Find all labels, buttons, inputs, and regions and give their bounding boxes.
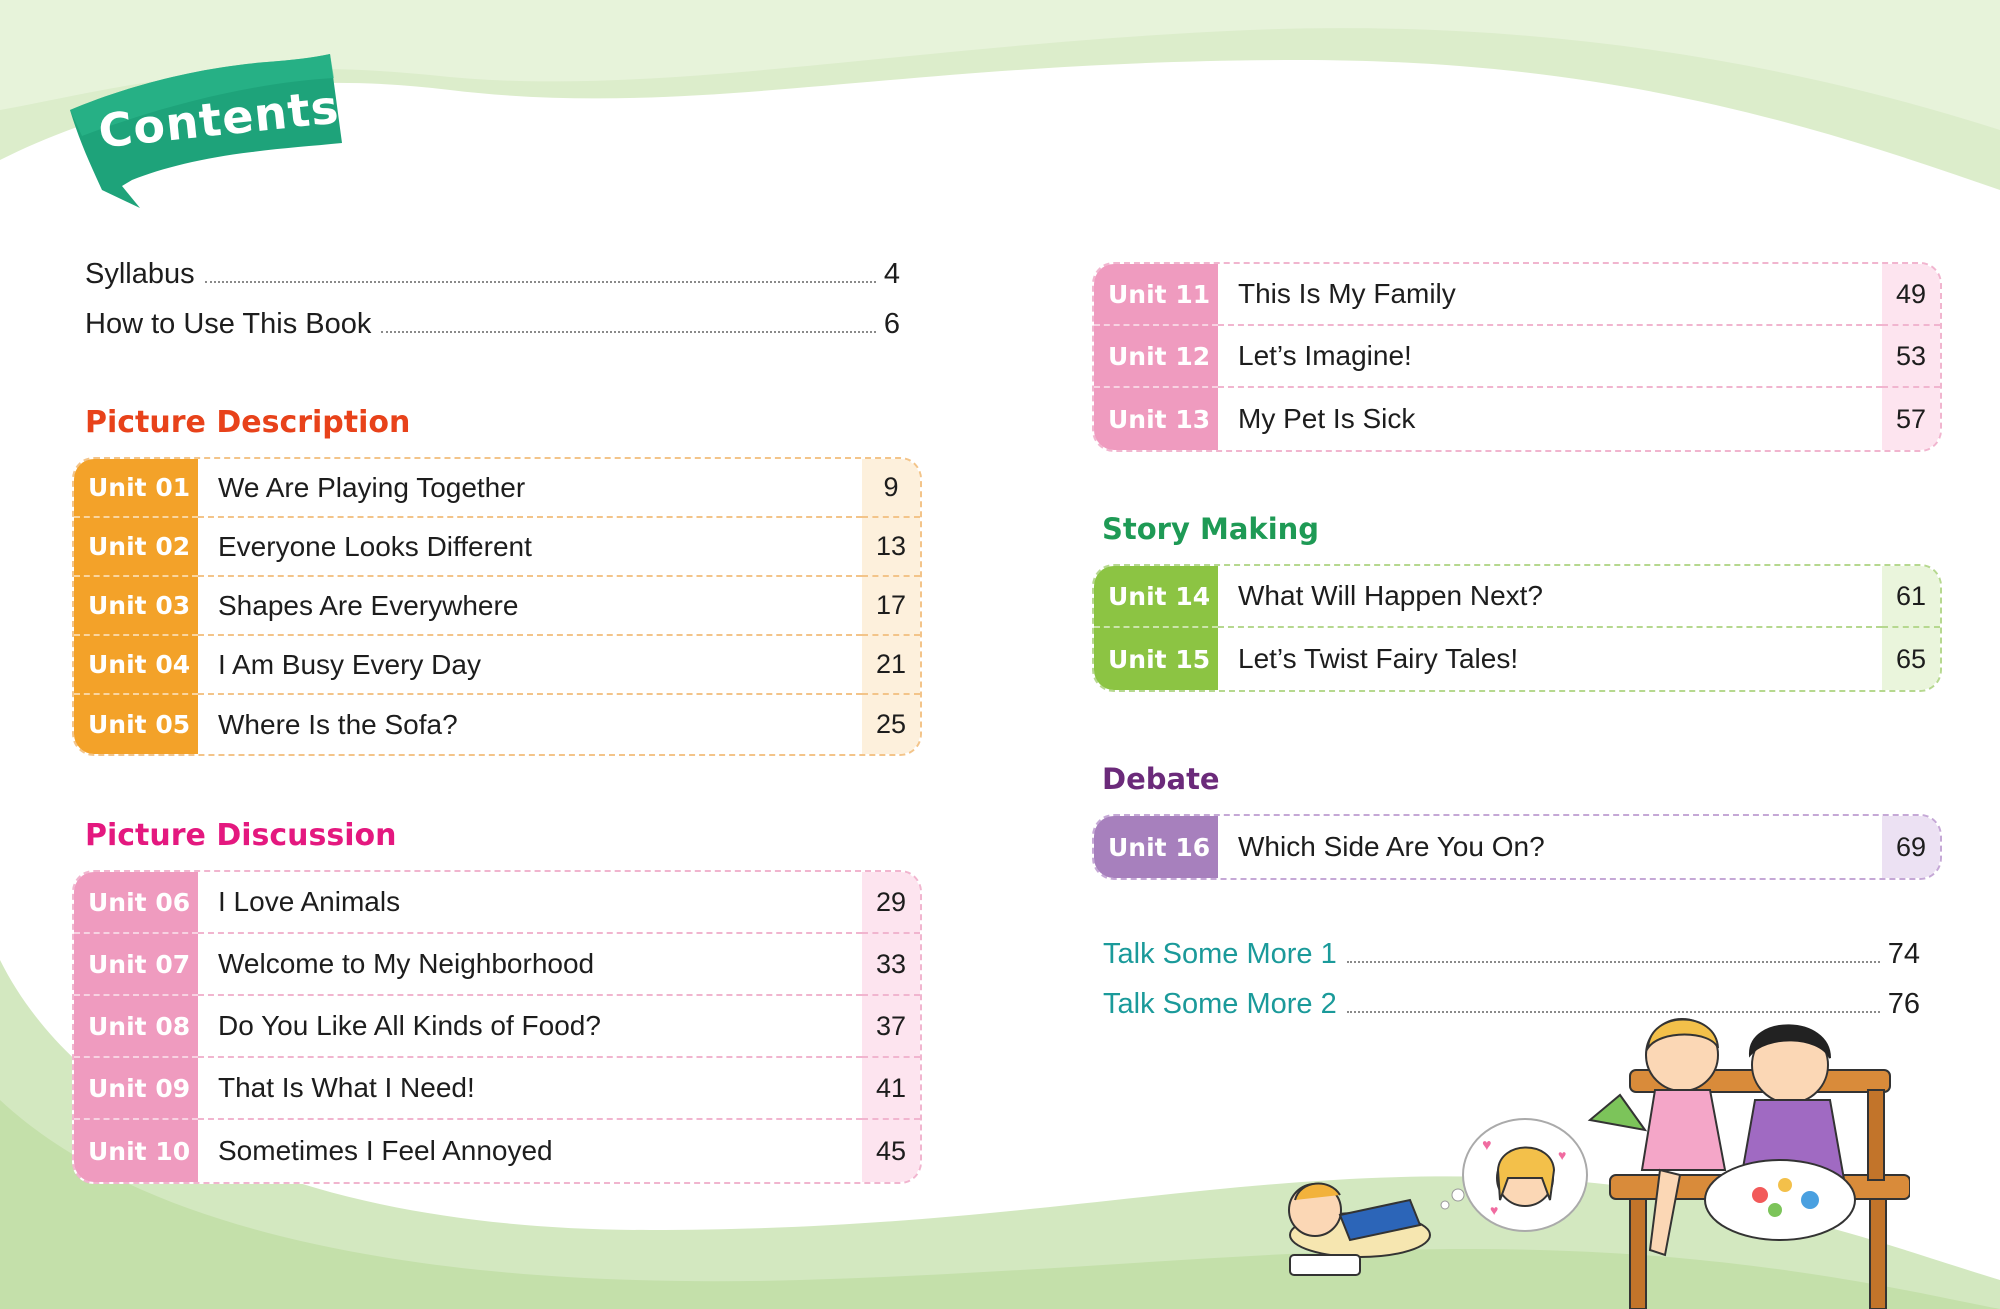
unit-title: Welcome to My Neighborhood: [198, 934, 862, 996]
unit-row[interactable]: [1094, 326, 1940, 388]
unit-title: I Love Animals: [198, 872, 862, 934]
unit-title: That Is What I Need!: [198, 1058, 862, 1120]
unit-row[interactable]: [1094, 628, 1940, 690]
section-title-debate: Debate: [1102, 762, 1220, 796]
children-illustration: [1270, 1000, 1910, 1309]
unit-title: We Are Playing Together: [198, 459, 862, 518]
unit-table-story-making: [1092, 564, 1942, 692]
dot-leader: [1347, 960, 1880, 963]
page-title: Contents: [95, 79, 342, 159]
unit-page: 41: [862, 1058, 920, 1120]
unit-title: Shapes Are Everywhere: [198, 577, 862, 636]
unit-row[interactable]: [1094, 816, 1940, 878]
section-title-story-making: Story Making: [1102, 512, 1320, 546]
unit-label: Unit 16: [1094, 816, 1218, 878]
unit-label: Unit 01: [74, 459, 198, 518]
unit-page: 37: [862, 996, 920, 1058]
unit-title: Everyone Looks Different: [198, 518, 862, 577]
unit-label: Unit 08: [74, 996, 198, 1058]
toc-page: 6: [883, 308, 900, 340]
unit-page: 61: [1882, 566, 1940, 628]
unit-table-debate: [1092, 814, 1942, 880]
unit-page: 17: [862, 577, 920, 636]
unit-label: Unit 12: [1094, 326, 1218, 388]
unit-page: 25: [862, 695, 920, 754]
unit-page: 13: [862, 518, 920, 577]
unit-title: Let’s Imagine!: [1218, 326, 1882, 388]
unit-row[interactable]: [74, 1120, 920, 1182]
unit-label: Unit 06: [74, 872, 198, 934]
dot-leader: [205, 280, 876, 283]
dot-leader: [381, 330, 875, 333]
unit-label: Unit 15: [1094, 628, 1218, 690]
unit-page: 49: [1882, 264, 1940, 326]
section-title-picture-discussion: Picture Discussion: [85, 818, 397, 853]
svg-text:♥: ♥: [1482, 1137, 1492, 1154]
unit-label: Unit 03: [74, 577, 198, 636]
unit-title: I Am Busy Every Day: [198, 636, 862, 695]
unit-row[interactable]: [1094, 388, 1940, 450]
toc-page: 76: [1887, 988, 1920, 1020]
dream-bubble-icon: [1463, 1119, 1587, 1231]
unit-row[interactable]: [74, 996, 920, 1058]
unit-table-picture-discussion-continued: [1092, 262, 1942, 452]
unit-title: What Will Happen Next?: [1218, 566, 1882, 628]
unit-title: My Pet Is Sick: [1238, 403, 1416, 434]
toc-page: 74: [1887, 938, 1920, 970]
unit-row[interactable]: [74, 459, 920, 518]
toc-line-syllabus[interactable]: [85, 258, 900, 291]
toc-line-how-to-use[interactable]: [85, 308, 900, 341]
unit-title: Where Is the Sofa?: [218, 708, 458, 740]
unit-page: 21: [862, 636, 920, 695]
unit-row[interactable]: [74, 518, 920, 577]
unit-row[interactable]: [1094, 566, 1940, 628]
unit-label: Unit 05: [74, 695, 198, 754]
girl-eating-icon: [1590, 1019, 1725, 1255]
unit-label: Unit 02: [74, 518, 198, 577]
unit-page: 65: [1882, 628, 1940, 690]
unit-label: Unit 09: [74, 1058, 198, 1120]
unit-label: Unit 14: [1094, 566, 1218, 628]
unit-label: Unit 07: [74, 934, 198, 996]
toc-label: Talk Some More 2: [1103, 988, 1337, 1020]
unit-row[interactable]: [74, 636, 920, 695]
toc-label: Syllabus: [85, 258, 195, 290]
unit-label: Unit 11: [1094, 264, 1218, 326]
unit-row[interactable]: [74, 872, 920, 934]
toc-label: Talk Some More 1: [1103, 938, 1337, 970]
toc-label: How to Use This Book: [85, 308, 372, 340]
unit-page: 9: [862, 459, 920, 518]
unit-row[interactable]: [74, 695, 920, 754]
unit-title: Which Side Are You On?: [1238, 831, 1545, 862]
unit-title: Let’s Twist Fairy Tales!: [1238, 643, 1519, 674]
toc-line-talk-some-more-1[interactable]: [1103, 938, 1920, 971]
unit-row[interactable]: [74, 934, 920, 996]
unit-page: 29: [862, 872, 920, 934]
unit-page: 69: [1882, 816, 1940, 878]
unit-title: Do You Like All Kinds of Food?: [198, 996, 862, 1058]
section-title-picture-description: Picture Description: [85, 405, 411, 440]
unit-page: 33: [862, 934, 920, 996]
unit-title: Sometimes I Feel Annoyed: [218, 1135, 553, 1166]
unit-label: Unit 10: [74, 1120, 198, 1182]
unit-page: 57: [1882, 388, 1940, 450]
unit-table-picture-discussion: [72, 870, 922, 1184]
unit-row[interactable]: [74, 577, 920, 636]
unit-label: Unit 13: [1094, 388, 1218, 450]
unit-page: 53: [1882, 326, 1940, 388]
unit-row[interactable]: [74, 1058, 920, 1120]
svg-text:♥: ♥: [1558, 1147, 1567, 1163]
unit-table-picture-description: [72, 457, 922, 756]
unit-label: Unit 04: [74, 636, 198, 695]
sleeping-boy-icon: [1289, 1184, 1464, 1275]
unit-page: 45: [862, 1120, 920, 1182]
boy-drawing-icon: [1705, 1025, 1855, 1240]
toc-page: 4: [883, 258, 900, 290]
unit-row[interactable]: [1094, 264, 1940, 326]
unit-title: This Is My Family: [1218, 264, 1882, 326]
svg-text:♥: ♥: [1490, 1202, 1499, 1218]
